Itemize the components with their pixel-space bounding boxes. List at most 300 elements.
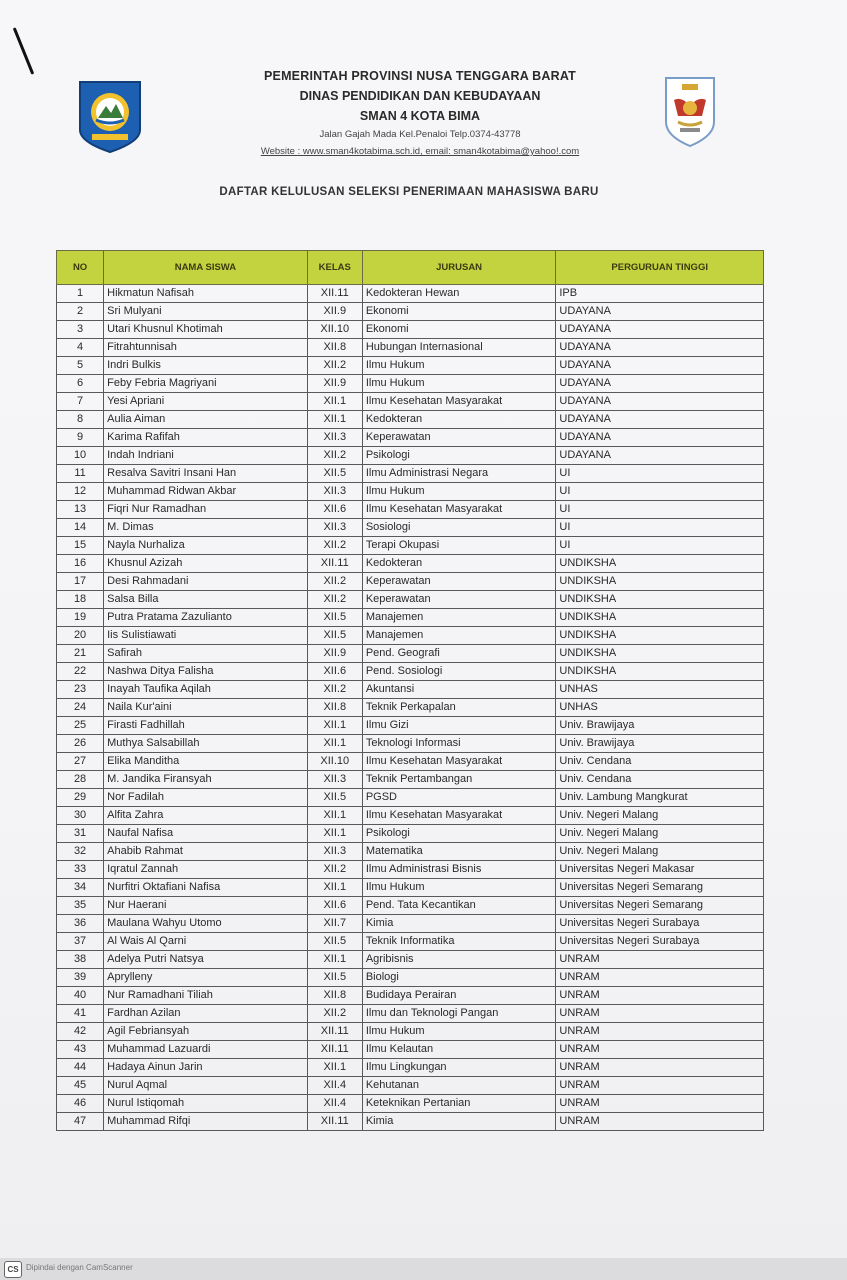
row-number: 37 xyxy=(57,933,104,951)
student-name: Yesi Apriani xyxy=(104,393,308,411)
university: UI xyxy=(556,501,764,519)
student-name: Karima Rafifah xyxy=(104,429,308,447)
major: Keperawatan xyxy=(362,573,556,591)
row-number: 34 xyxy=(57,879,104,897)
university: UI xyxy=(556,519,764,537)
table-row xyxy=(57,303,764,321)
major: Ilmu Kesehatan Masyarakat xyxy=(362,753,556,771)
major: Biologi xyxy=(362,969,556,987)
table-row xyxy=(57,933,764,951)
table-row xyxy=(57,861,764,879)
class: XII.11 xyxy=(307,555,362,573)
table-row xyxy=(57,1113,764,1131)
major: Kedokteran Hewan xyxy=(362,285,556,303)
major: Ilmu Hukum xyxy=(362,1023,556,1041)
row-number: 41 xyxy=(57,1005,104,1023)
major: Psikologi xyxy=(362,825,556,843)
university: UNHAS xyxy=(556,681,764,699)
student-name: Al Wais Al Qarni xyxy=(104,933,308,951)
class: XII.2 xyxy=(307,681,362,699)
scanner-caption: Dipindai dengan CamScanner xyxy=(26,1263,133,1272)
class: XII.5 xyxy=(307,933,362,951)
row-number: 2 xyxy=(57,303,104,321)
class: XII.5 xyxy=(307,609,362,627)
table-row xyxy=(57,915,764,933)
letterhead xyxy=(150,66,690,160)
table-row xyxy=(57,465,764,483)
department-name: DINAS PENDIDIKAN DAN KEBUDAYAAN xyxy=(299,89,541,103)
university: UI xyxy=(556,465,764,483)
student-name: Utari Khusnul Khotimah xyxy=(104,321,308,339)
class: XII.1 xyxy=(307,393,362,411)
student-name: Agil Febriansyah xyxy=(104,1023,308,1041)
major: Ilmu Kelautan xyxy=(362,1041,556,1059)
table-row xyxy=(57,1005,764,1023)
major: Teknik Informatika xyxy=(362,933,556,951)
table-row xyxy=(57,339,764,357)
class: XII.5 xyxy=(307,465,362,483)
student-name: Feby Febria Magriyani xyxy=(104,375,308,393)
row-number: 18 xyxy=(57,591,104,609)
major: Ilmu Kesehatan Masyarakat xyxy=(362,393,556,411)
major: Teknik Pertambangan xyxy=(362,771,556,789)
table-row xyxy=(57,843,764,861)
row-number: 27 xyxy=(57,753,104,771)
university: Univ. Brawijaya xyxy=(556,735,764,753)
table-row xyxy=(57,951,764,969)
student-name: Nor Fadilah xyxy=(104,789,308,807)
major: Hubungan Internasional xyxy=(362,339,556,357)
row-number: 22 xyxy=(57,663,104,681)
student-name: Muhammad Rifqi xyxy=(104,1113,308,1131)
student-name: Resalva Savitri Insani Han xyxy=(104,465,308,483)
class: XII.11 xyxy=(307,1113,362,1131)
row-number: 10 xyxy=(57,447,104,465)
table-row xyxy=(57,645,764,663)
student-name: Muthya Salsabillah xyxy=(104,735,308,753)
student-name: Nayla Nurhaliza xyxy=(104,537,308,555)
class: XII.3 xyxy=(307,843,362,861)
university: Universitas Negeri Semarang xyxy=(556,897,764,915)
table-row xyxy=(57,555,764,573)
row-number: 6 xyxy=(57,375,104,393)
class: XII.11 xyxy=(307,1041,362,1059)
major: Keteknikan Pertanian xyxy=(362,1095,556,1113)
student-name: Safirah xyxy=(104,645,308,663)
table-row xyxy=(57,771,764,789)
major: Ilmu Gizi xyxy=(362,717,556,735)
row-number: 20 xyxy=(57,627,104,645)
table-row xyxy=(57,879,764,897)
major: Psikologi xyxy=(362,447,556,465)
row-number: 35 xyxy=(57,897,104,915)
student-name: Muhammad Ridwan Akbar xyxy=(104,483,308,501)
major: Teknologi Informasi xyxy=(362,735,556,753)
class: XII.2 xyxy=(307,591,362,609)
class: XII.1 xyxy=(307,807,362,825)
class: XII.1 xyxy=(307,825,362,843)
student-name: Nur Ramadhani Tiliah xyxy=(104,987,308,1005)
table-row xyxy=(57,897,764,915)
major: Ilmu Hukum xyxy=(362,879,556,897)
class: XII.3 xyxy=(307,771,362,789)
table-row xyxy=(57,717,764,735)
row-number: 31 xyxy=(57,825,104,843)
student-name: Muhammad Lazuardi xyxy=(104,1041,308,1059)
major: Pend. Geografi xyxy=(362,645,556,663)
header-jurusan: JURUSAN xyxy=(362,251,556,285)
university: UNDIKSHA xyxy=(556,591,764,609)
student-name: Putra Pratama Zazulianto xyxy=(104,609,308,627)
row-number: 17 xyxy=(57,573,104,591)
class: XII.1 xyxy=(307,1059,362,1077)
graduation-table xyxy=(56,250,764,1131)
table-row xyxy=(57,1095,764,1113)
major: Agribisnis xyxy=(362,951,556,969)
student-name: Indri Bulkis xyxy=(104,357,308,375)
class: XII.6 xyxy=(307,897,362,915)
student-name: Inayah Taufika Aqilah xyxy=(104,681,308,699)
row-number: 45 xyxy=(57,1077,104,1095)
table-row xyxy=(57,321,764,339)
major: Ilmu Kesehatan Masyarakat xyxy=(362,807,556,825)
university: UDAYANA xyxy=(556,393,764,411)
university: UDAYANA xyxy=(556,429,764,447)
major: Ilmu Administrasi Bisnis xyxy=(362,861,556,879)
table-row xyxy=(57,1077,764,1095)
university: Univ. Cendana xyxy=(556,771,764,789)
major: Keperawatan xyxy=(362,429,556,447)
university: UNRAM xyxy=(556,969,764,987)
table-row xyxy=(57,753,764,771)
student-name: Nur Haerani xyxy=(104,897,308,915)
header-no: NO xyxy=(57,251,104,285)
class: XII.1 xyxy=(307,717,362,735)
class: XII.6 xyxy=(307,501,362,519)
class: XII.8 xyxy=(307,987,362,1005)
row-number: 26 xyxy=(57,735,104,753)
class: XII.1 xyxy=(307,735,362,753)
university: Universitas Negeri Semarang xyxy=(556,879,764,897)
major: Ilmu Hukum xyxy=(362,357,556,375)
student-name: Fiqri Nur Ramadhan xyxy=(104,501,308,519)
row-number: 23 xyxy=(57,681,104,699)
row-number: 5 xyxy=(57,357,104,375)
class: XII.1 xyxy=(307,879,362,897)
university: IPB xyxy=(556,285,764,303)
table-row xyxy=(57,987,764,1005)
row-number: 32 xyxy=(57,843,104,861)
student-name: Ahabib Rahmat xyxy=(104,843,308,861)
class: XII.5 xyxy=(307,627,362,645)
university: UNRAM xyxy=(556,1023,764,1041)
student-name: Elika Manditha xyxy=(104,753,308,771)
student-name: Nurfitri Oktafiani Nafisa xyxy=(104,879,308,897)
row-number: 15 xyxy=(57,537,104,555)
table-header-row xyxy=(57,251,764,285)
government-name: PEMERINTAH PROVINSI NUSA TENGGARA BARAT xyxy=(264,69,576,83)
major: Terapi Okupasi xyxy=(362,537,556,555)
row-number: 1 xyxy=(57,285,104,303)
student-name: M. Jandika Firansyah xyxy=(104,771,308,789)
major: Matematika xyxy=(362,843,556,861)
major: Ilmu Kesehatan Masyarakat xyxy=(362,501,556,519)
major: Pend. Tata Kecantikan xyxy=(362,897,556,915)
row-number: 3 xyxy=(57,321,104,339)
table-row xyxy=(57,1041,764,1059)
class: XII.3 xyxy=(307,483,362,501)
row-number: 7 xyxy=(57,393,104,411)
class: XII.2 xyxy=(307,447,362,465)
header-kelas: KELAS xyxy=(307,251,362,285)
university: Univ. Lambung Mangkurat xyxy=(556,789,764,807)
major: Ilmu Administrasi Negara xyxy=(362,465,556,483)
table-row xyxy=(57,609,764,627)
university: UDAYANA xyxy=(556,321,764,339)
university: UNRAM xyxy=(556,951,764,969)
major: Kedokteran xyxy=(362,555,556,573)
row-number: 36 xyxy=(57,915,104,933)
university: UNRAM xyxy=(556,1005,764,1023)
class: XII.10 xyxy=(307,753,362,771)
student-name: Hikmatun Nafisah xyxy=(104,285,308,303)
class: XII.9 xyxy=(307,303,362,321)
school-website: Website : www.sman4kotabima.sch.id, email: sman4kotabima@yahoo!.com xyxy=(260,146,580,157)
class: XII.1 xyxy=(307,951,362,969)
university: Univ. Cendana xyxy=(556,753,764,771)
student-name: Nurul Istiqomah xyxy=(104,1095,308,1113)
class: XII.7 xyxy=(307,915,362,933)
table-row xyxy=(57,789,764,807)
university: UNRAM xyxy=(556,1059,764,1077)
university: UI xyxy=(556,483,764,501)
row-number: 16 xyxy=(57,555,104,573)
table-row xyxy=(57,807,764,825)
class: XII.3 xyxy=(307,519,362,537)
university: Universitas Negeri Surabaya xyxy=(556,933,764,951)
class: XII.1 xyxy=(307,411,362,429)
class: XII.11 xyxy=(307,1023,362,1041)
university: UNDIKSHA xyxy=(556,627,764,645)
class: XII.5 xyxy=(307,789,362,807)
table-row xyxy=(57,735,764,753)
row-number: 42 xyxy=(57,1023,104,1041)
row-number: 8 xyxy=(57,411,104,429)
class: XII.10 xyxy=(307,321,362,339)
university: UNHAS xyxy=(556,699,764,717)
scanner-footer xyxy=(0,1258,847,1280)
student-name: Iqratul Zannah xyxy=(104,861,308,879)
major: PGSD xyxy=(362,789,556,807)
student-name: Salsa Billa xyxy=(104,591,308,609)
table-row xyxy=(57,483,764,501)
table-row xyxy=(57,591,764,609)
university: UNDIKSHA xyxy=(556,609,764,627)
major: Ilmu Hukum xyxy=(362,483,556,501)
major: Keperawatan xyxy=(362,591,556,609)
student-name: Iis Sulistiawati xyxy=(104,627,308,645)
major: Pend. Sosiologi xyxy=(362,663,556,681)
class: XII.4 xyxy=(307,1095,362,1113)
student-name: Aprylleny xyxy=(104,969,308,987)
school-name: SMAN 4 KOTA BIMA xyxy=(359,109,481,123)
major: Teknik Perkapalan xyxy=(362,699,556,717)
university: UNRAM xyxy=(556,1077,764,1095)
table-row xyxy=(57,969,764,987)
university: UDAYANA xyxy=(556,357,764,375)
major: Ilmu Hukum xyxy=(362,375,556,393)
row-number: 11 xyxy=(57,465,104,483)
class: XII.2 xyxy=(307,1005,362,1023)
university: UNDIKSHA xyxy=(556,555,764,573)
student-name: Firasti Fadhillah xyxy=(104,717,308,735)
provincial-emblem-logo xyxy=(78,80,142,154)
student-name: Nurul Aqmal xyxy=(104,1077,308,1095)
major: Akuntansi xyxy=(362,681,556,699)
row-number: 9 xyxy=(57,429,104,447)
student-name: Sri Mulyani xyxy=(104,303,308,321)
university: UDAYANA xyxy=(556,339,764,357)
student-name: Fardhan Azilan xyxy=(104,1005,308,1023)
student-name: Hadaya Ainun Jarin xyxy=(104,1059,308,1077)
table-row xyxy=(57,1023,764,1041)
university: Universitas Negeri Surabaya xyxy=(556,915,764,933)
major: Ekonomi xyxy=(362,303,556,321)
major: Manajemen xyxy=(362,627,556,645)
student-name: Fitrahtunnisah xyxy=(104,339,308,357)
row-number: 47 xyxy=(57,1113,104,1131)
row-number: 43 xyxy=(57,1041,104,1059)
class: XII.2 xyxy=(307,861,362,879)
university: Universitas Negeri Makasar xyxy=(556,861,764,879)
university: UDAYANA xyxy=(556,411,764,429)
class: XII.4 xyxy=(307,1077,362,1095)
table-row xyxy=(57,537,764,555)
row-number: 46 xyxy=(57,1095,104,1113)
university: Univ. Negeri Malang xyxy=(556,807,764,825)
table-row xyxy=(57,681,764,699)
table-row xyxy=(57,375,764,393)
major: Sosiologi xyxy=(362,519,556,537)
class: XII.2 xyxy=(307,573,362,591)
university: UNDIKSHA xyxy=(556,663,764,681)
row-number: 14 xyxy=(57,519,104,537)
class: XII.9 xyxy=(307,645,362,663)
major: Kimia xyxy=(362,1113,556,1131)
university: Univ. Negeri Malang xyxy=(556,843,764,861)
student-name: Nashwa Ditya Falisha xyxy=(104,663,308,681)
row-number: 19 xyxy=(57,609,104,627)
class: XII.2 xyxy=(307,357,362,375)
university: UDAYANA xyxy=(556,447,764,465)
university: Univ. Brawijaya xyxy=(556,717,764,735)
student-name: Khusnul Azizah xyxy=(104,555,308,573)
row-number: 44 xyxy=(57,1059,104,1077)
row-number: 4 xyxy=(57,339,104,357)
row-number: 39 xyxy=(57,969,104,987)
row-number: 28 xyxy=(57,771,104,789)
student-name: Indah Indriani xyxy=(104,447,308,465)
class: XII.2 xyxy=(307,537,362,555)
university: UNDIKSHA xyxy=(556,573,764,591)
row-number: 29 xyxy=(57,789,104,807)
class: XII.5 xyxy=(307,969,362,987)
class: XII.8 xyxy=(307,699,362,717)
header-perguruan-tinggi: PERGURUAN TINGGI xyxy=(556,251,764,285)
major: Kimia xyxy=(362,915,556,933)
major: Ilmu Lingkungan xyxy=(362,1059,556,1077)
header-nama-siswa: NAMA SISWA xyxy=(104,251,308,285)
major: Kehutanan xyxy=(362,1077,556,1095)
table-row xyxy=(57,411,764,429)
table-row xyxy=(57,285,764,303)
student-name: Naufal Nafisa xyxy=(104,825,308,843)
university: UDAYANA xyxy=(556,375,764,393)
pen-mark xyxy=(13,27,35,74)
class: XII.3 xyxy=(307,429,362,447)
university: UI xyxy=(556,537,764,555)
document-title: DAFTAR KELULUSAN SELEKSI PENERIMAAN MAHASISWA BARU xyxy=(219,186,599,198)
table-row xyxy=(57,447,764,465)
camscanner-logo: CS xyxy=(4,1261,22,1278)
class: XII.9 xyxy=(307,375,362,393)
student-name: Desi Rahmadani xyxy=(104,573,308,591)
student-name: Alfita Zahra xyxy=(104,807,308,825)
row-number: 25 xyxy=(57,717,104,735)
row-number: 21 xyxy=(57,645,104,663)
student-name: Aulia Aiman xyxy=(104,411,308,429)
row-number: 33 xyxy=(57,861,104,879)
table-row xyxy=(57,429,764,447)
major: Kedokteran xyxy=(362,411,556,429)
row-number: 38 xyxy=(57,951,104,969)
table-row xyxy=(57,519,764,537)
student-name: Naila Kur'aini xyxy=(104,699,308,717)
university: UNRAM xyxy=(556,987,764,1005)
major: Budidaya Perairan xyxy=(362,987,556,1005)
major: Ekonomi xyxy=(362,321,556,339)
class: XII.6 xyxy=(307,663,362,681)
university: UNDIKSHA xyxy=(556,645,764,663)
class: XII.8 xyxy=(307,339,362,357)
table-row xyxy=(57,573,764,591)
table-row xyxy=(57,699,764,717)
row-number: 13 xyxy=(57,501,104,519)
student-name: Adelya Putri Natsya xyxy=(104,951,308,969)
student-name: M. Dimas xyxy=(104,519,308,537)
table-row xyxy=(57,663,764,681)
table-row xyxy=(57,501,764,519)
university: UNRAM xyxy=(556,1113,764,1131)
table-row xyxy=(57,1059,764,1077)
row-number: 12 xyxy=(57,483,104,501)
university: UNRAM xyxy=(556,1041,764,1059)
student-name: Maulana Wahyu Utomo xyxy=(104,915,308,933)
major: Ilmu dan Teknologi Pangan xyxy=(362,1005,556,1023)
row-number: 40 xyxy=(57,987,104,1005)
table-row xyxy=(57,825,764,843)
table-row xyxy=(57,627,764,645)
table-row xyxy=(57,393,764,411)
school-address: Jalan Gajah Mada Kel.Penaloi Telp.0374-43778 xyxy=(319,129,521,140)
university: UDAYANA xyxy=(556,303,764,321)
university: UNRAM xyxy=(556,1095,764,1113)
university: Univ. Negeri Malang xyxy=(556,825,764,843)
major: Manajemen xyxy=(362,609,556,627)
row-number: 24 xyxy=(57,699,104,717)
class: XII.11 xyxy=(307,285,362,303)
table-row xyxy=(57,357,764,375)
